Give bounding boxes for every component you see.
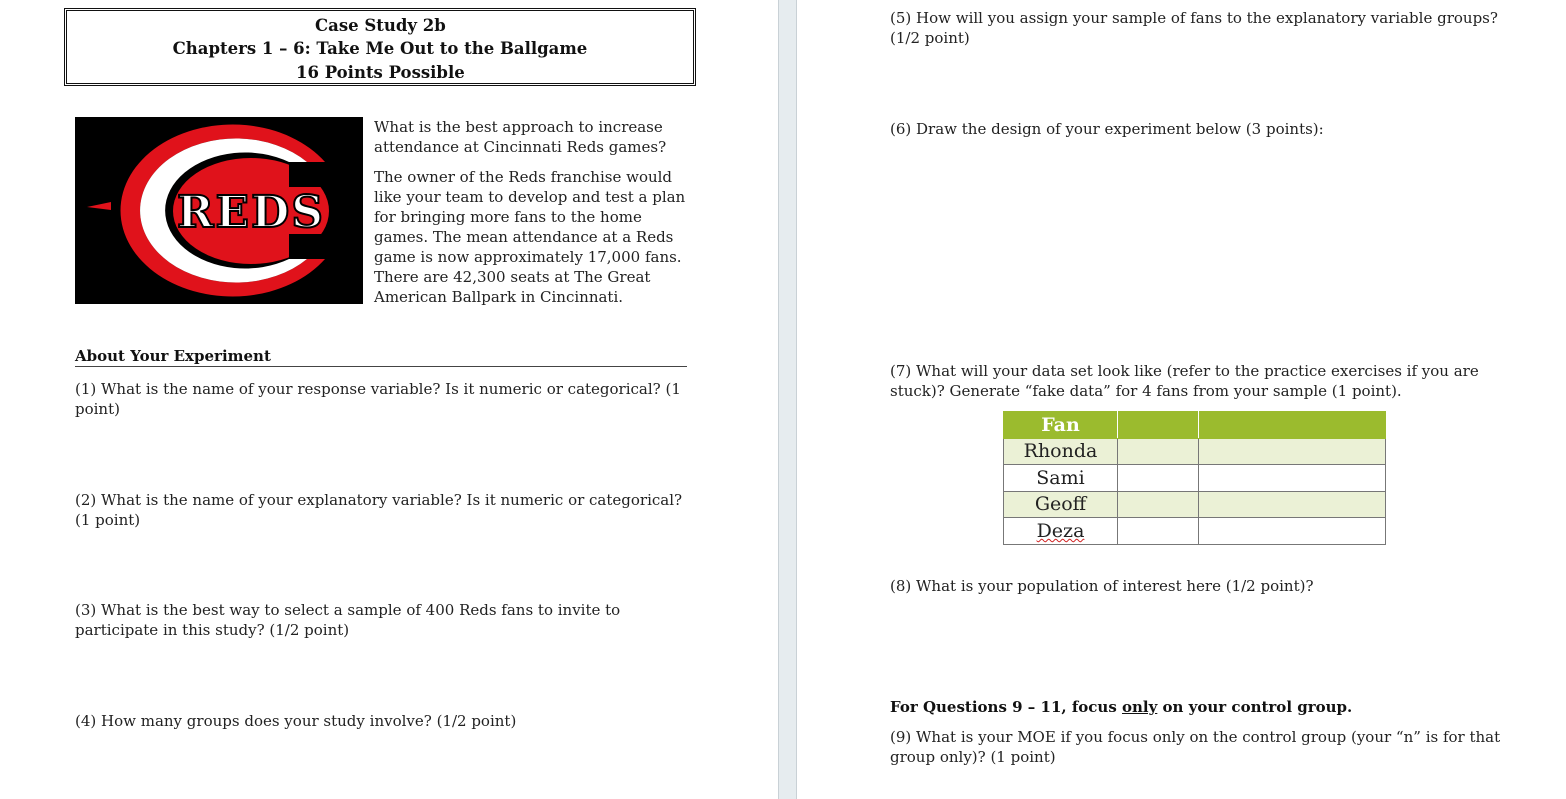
- table-header-fan: Fan: [1004, 412, 1118, 439]
- table-cell[interactable]: [1199, 491, 1386, 518]
- table-cell[interactable]: [1199, 518, 1386, 545]
- table-cell[interactable]: [1118, 491, 1199, 518]
- table-row: [1004, 465, 1386, 492]
- table-cell[interactable]: [1199, 465, 1386, 492]
- table-row: [1004, 438, 1386, 465]
- title-line-1: Case Study 2b: [315, 16, 446, 35]
- table-cell[interactable]: [1118, 438, 1199, 465]
- table-cell[interactable]: [1118, 465, 1199, 492]
- question-7: (7) What will your data set look like (refer to the practice exercises if you are stuck)? Generate “fake data” for 4 fans from your sample (1 point).: [890, 362, 1479, 400]
- section-heading-emphasis: only: [1122, 698, 1158, 716]
- table-cell-fan[interactable]: Rhonda: [1004, 438, 1118, 465]
- question-9: (9) What is your MOE if you focus only on the control group (your “n” is for that group only)? (1 point): [890, 728, 1501, 766]
- intro-question: What is the best approach to increase attendance at Cincinnati Reds games?: [374, 118, 667, 156]
- question-1: (1) What is the name of your response variable? Is it numeric or categorical? (1 point): [75, 380, 681, 418]
- section-heading-post: on your control group.: [1157, 698, 1353, 716]
- title-line-3: 16 Points Possible: [296, 63, 465, 82]
- question-3: (3) What is the best way to select a sample of 400 Reds fans to invite to participate in this study? (1/2 point): [75, 601, 621, 639]
- table-row: [1004, 518, 1386, 545]
- table-header-col3: [1199, 412, 1386, 439]
- section-heading-pre: For Questions 9 – 11, focus: [890, 698, 1122, 716]
- cincinnati-reds-logo-icon: [75, 117, 363, 304]
- title-line-2: Chapters 1 – 6: Take Me Out to the Ballgame: [172, 39, 588, 58]
- table-cell-fan[interactable]: [1004, 518, 1118, 545]
- logo-text: REDS: [176, 187, 326, 238]
- fake-data-table: [1003, 411, 1386, 545]
- table-cell-fan[interactable]: Geoff: [1004, 491, 1118, 518]
- table-header-row: [1004, 412, 1386, 439]
- intro-paragraph: The owner of the Reds franchise would like your team to develop and test a plan for bringing more fans to the home games. The mean attendance at a Reds game is now approximately 17,000 fans. There are 42,300 seats at The Great American Ballpark in Cincinnati.: [374, 168, 686, 306]
- question-8: (8) What is your population of interest here (1/2 point)?: [890, 577, 1314, 595]
- table-row: [1004, 491, 1386, 518]
- section-heading-control-group: [890, 697, 1530, 717]
- question-4: (4) How many groups does your study involve? (1/2 point): [75, 712, 517, 730]
- question-2: (2) What is the name of your explanatory variable? Is it numeric or categorical? (1 point): [75, 491, 683, 529]
- title-box: [64, 8, 696, 86]
- table-header-col2: [1118, 412, 1199, 439]
- question-6: (6) Draw the design of your experiment below (3 points):: [890, 120, 1324, 138]
- question-5: (5) How will you assign your sample of fans to the explanatory variable groups? (1/2 point): [890, 9, 1498, 47]
- spellcheck-word: Deza: [1036, 519, 1085, 542]
- table-cell-fan[interactable]: Sami: [1004, 465, 1118, 492]
- table-cell[interactable]: [1199, 438, 1386, 465]
- page-gutter: [778, 0, 797, 799]
- table-cell[interactable]: [1118, 518, 1199, 545]
- section-heading-experiment: About Your Experiment: [75, 347, 687, 367]
